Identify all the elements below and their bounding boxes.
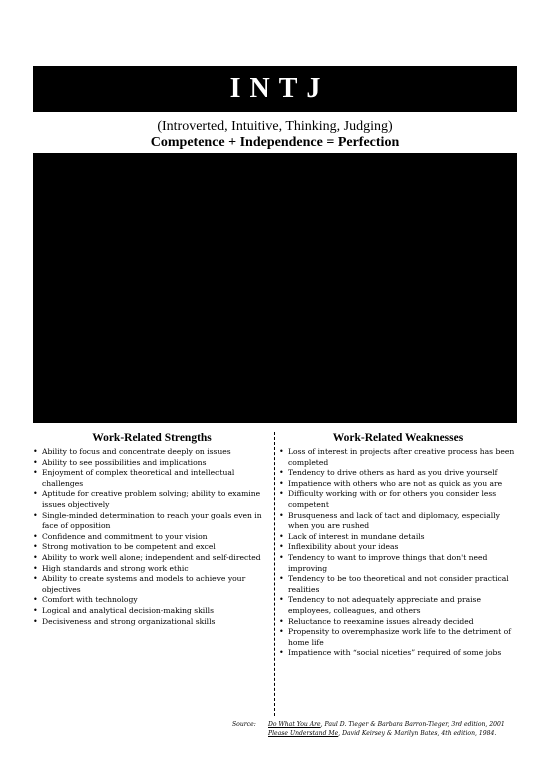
source-book-2-details: , David Keirsey & Marilyn Bates, 4th edition, 1984. (338, 730, 497, 737)
weakness-item: • Impatience with others who are not as quick as you are (279, 479, 517, 490)
strength-item: • Aptitude for creative problem solving; ability to examine issues objectively (33, 489, 271, 510)
title-banner (33, 66, 517, 112)
subtitle: (Introverted, Intuitive, Thinking, Judging) (157, 119, 393, 134)
weakness-item: • Loss of interest in projects after creative process has been completed (279, 447, 517, 468)
strength-item: • Ability to work well alone; independent and self-directed (33, 553, 271, 564)
source-book-1-title: Do What You Are (268, 721, 321, 728)
weakness-item: • Tendency to want to improve things that don't need improving (279, 553, 517, 574)
source-book-2-title: Please Understand Me (268, 730, 339, 737)
source-label: Source: (232, 721, 256, 728)
weakness-item: • Inflexibility about your ideas (279, 542, 517, 553)
strength-item: • Logical and analytical decision-making skills (33, 606, 271, 617)
weaknesses-column (279, 432, 517, 659)
source-book-1-details: , Paul D. Tieger & Barbara Barron-Tieger, 3rd edition, 2001 (320, 721, 505, 728)
column-divider (274, 432, 275, 716)
weaknesses-heading: Work-Related Weaknesses (332, 432, 464, 444)
strength-item: • Decisiveness and strong organizational skills (33, 617, 271, 628)
strengths-heading: Work-Related Strengths (92, 432, 212, 444)
tagline: Competence + Independence = Perfection (150, 135, 400, 150)
strength-item: • Single-minded determination to reach your goals even in face of opposition (33, 511, 271, 532)
weakness-item: • Propensity to overemphasize work life to the detriment of home life (279, 627, 517, 648)
strength-item: • Enjoyment of complex theoretical and intellectual challenges (33, 468, 271, 489)
weakness-item: • Lack of interest in mundane details (279, 532, 517, 543)
weakness-item: • Tendency to drive others as hard as you drive yourself (279, 468, 517, 479)
strengths-list (33, 447, 271, 627)
strength-item: • Ability to see possibilities and implications (33, 458, 271, 469)
weakness-item: • Difficulty working with or for others you consider less competent (279, 489, 517, 510)
strength-item: • High standards and strong work ethic (33, 564, 271, 575)
weakness-item: • Reluctance to reexamine issues already decided (279, 617, 517, 628)
weakness-item: • Tendency to be too theoretical and not consider practical realities (279, 574, 517, 595)
strengths-column (33, 432, 271, 627)
weakness-item: • Tendency to not adequately appreciate and praise employees, colleagues, and others (279, 595, 517, 616)
strength-item: • Strong motivation to be competent and excel (33, 542, 271, 553)
page-title: INTJ (229, 73, 330, 104)
image-placeholder (33, 153, 517, 423)
strength-item: • Comfort with technology (33, 595, 271, 606)
strength-item: • Ability to focus and concentrate deeply on issues (33, 447, 271, 458)
weakness-item: • Impatience with “social niceties” required of some jobs (279, 648, 517, 659)
weaknesses-list (279, 447, 517, 659)
strength-item: • Confidence and commitment to your vision (33, 532, 271, 543)
strength-item: • Ability to create systems and models to achieve your objectives (33, 574, 271, 595)
weakness-item: • Brusqueness and lack of tact and diplomacy, especially when you are rushed (279, 511, 517, 532)
